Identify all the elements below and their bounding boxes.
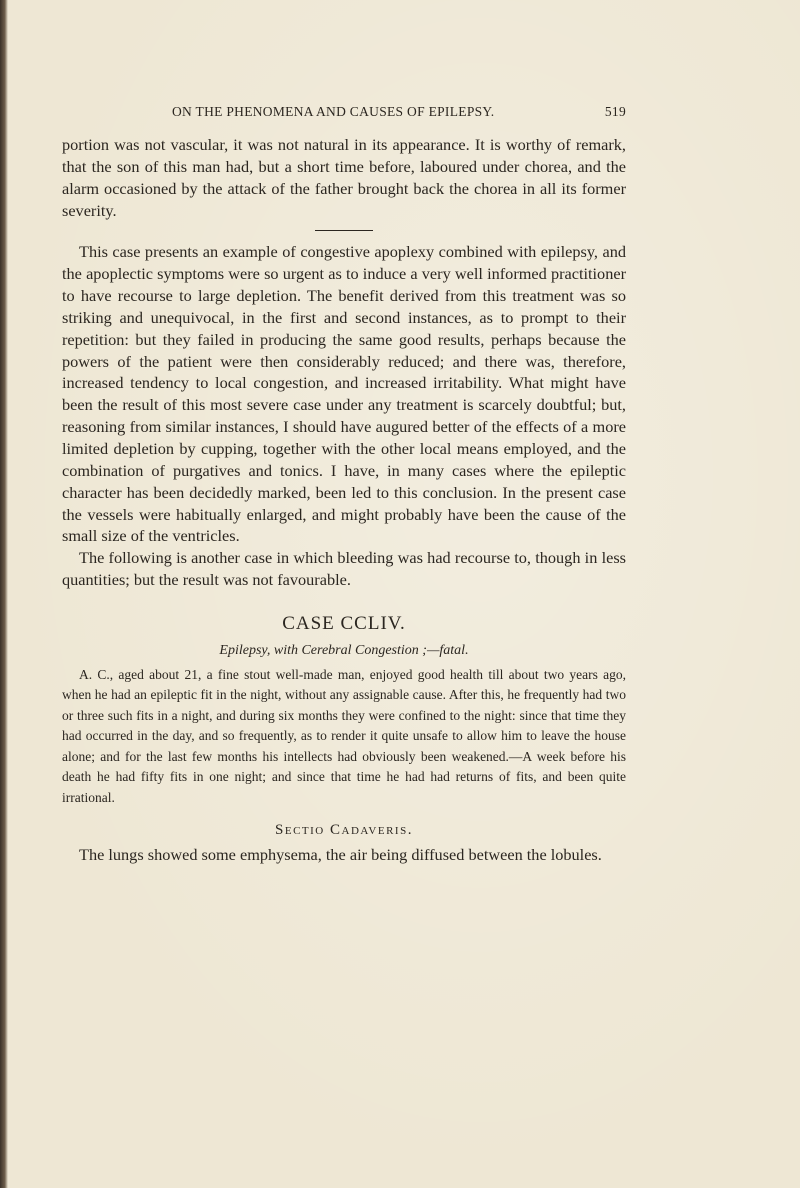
- case-history: A. C., aged about 21, a fine stout well-made man, enjoyed good health till about two years ago, when he had an epileptic fit in the night, without any assignable cause. After this, he frequently had two or three such fits in a night, and during six months they were confined to the night: since that time they had occurred in the day, and so frequently, as to render it quite unsafe to allow him to leave the house alone; and for the last few months his intellects had obviously been weakened.—A week before his death he had fifty fits in one night; and since that time he had had returns of fits, and been quite irrational.: [62, 666, 626, 805]
- paragraph-commentary: This case presents an example of congestive apoplexy combined with epilepsy, and the apoplectic symptoms were so urgent as to induce a very well informed practitioner to have recourse to large depletion. The benefit derived from this treatment was so striking and unequivocal, in the first and second instances, as to prompt to their repetition: but they failed in producing the same good results, perhaps because the powers of the patient were then considerably reduced; and there was, therefore, increased tendency to local congestion, and increased irritability. What might have been the result of this most severe case under any treatment is scarcely doubtful; but, reasoning from similar instances, I should have augured better of the effects of a more limited depletion by cupping, together with the other local means employed, and the combination of purgatives and tonics. I have, in many cases where the epileptic character has been decidedly marked, been led to this conclusion. In the present case the vessels were habitually enlarged, and might probably have been the cause of the small size of the ventricles.: [62, 242, 626, 546]
- sectio-cadaveris-heading: Sectio Cadaveris.: [275, 822, 413, 839]
- paragraph-continuation: portion was not vascular, it was not natural in its appearance. It is worthy of remark, that the son of this man had, but a short time before, laboured under chorea, and the alarm occasioned by the attack of the father brought back the chorea in all its former severity.: [62, 135, 626, 220]
- page-body: [62, 134, 626, 866]
- case-subtitle: Epilepsy, with Cerebral Congestion ;—fatal.: [219, 642, 469, 658]
- book-spine-shadow: [0, 0, 8, 1188]
- running-title: ON THE PHENOMENA AND CAUSES OF EPILEPSY.: [172, 104, 495, 119]
- case-heading: CASE CCLIV.: [282, 612, 406, 634]
- page-number: 519: [604, 104, 626, 119]
- paragraph-introduction: The following is another case in which bleeding was had recourse to, though in less quantities; but the result was not favourable.: [62, 548, 626, 590]
- running-head: [62, 104, 626, 124]
- sectio-cadaveris-text: The lungs showed some emphysema, the air being diffused between the lobules.: [79, 845, 602, 865]
- section-divider-rule: [315, 230, 373, 231]
